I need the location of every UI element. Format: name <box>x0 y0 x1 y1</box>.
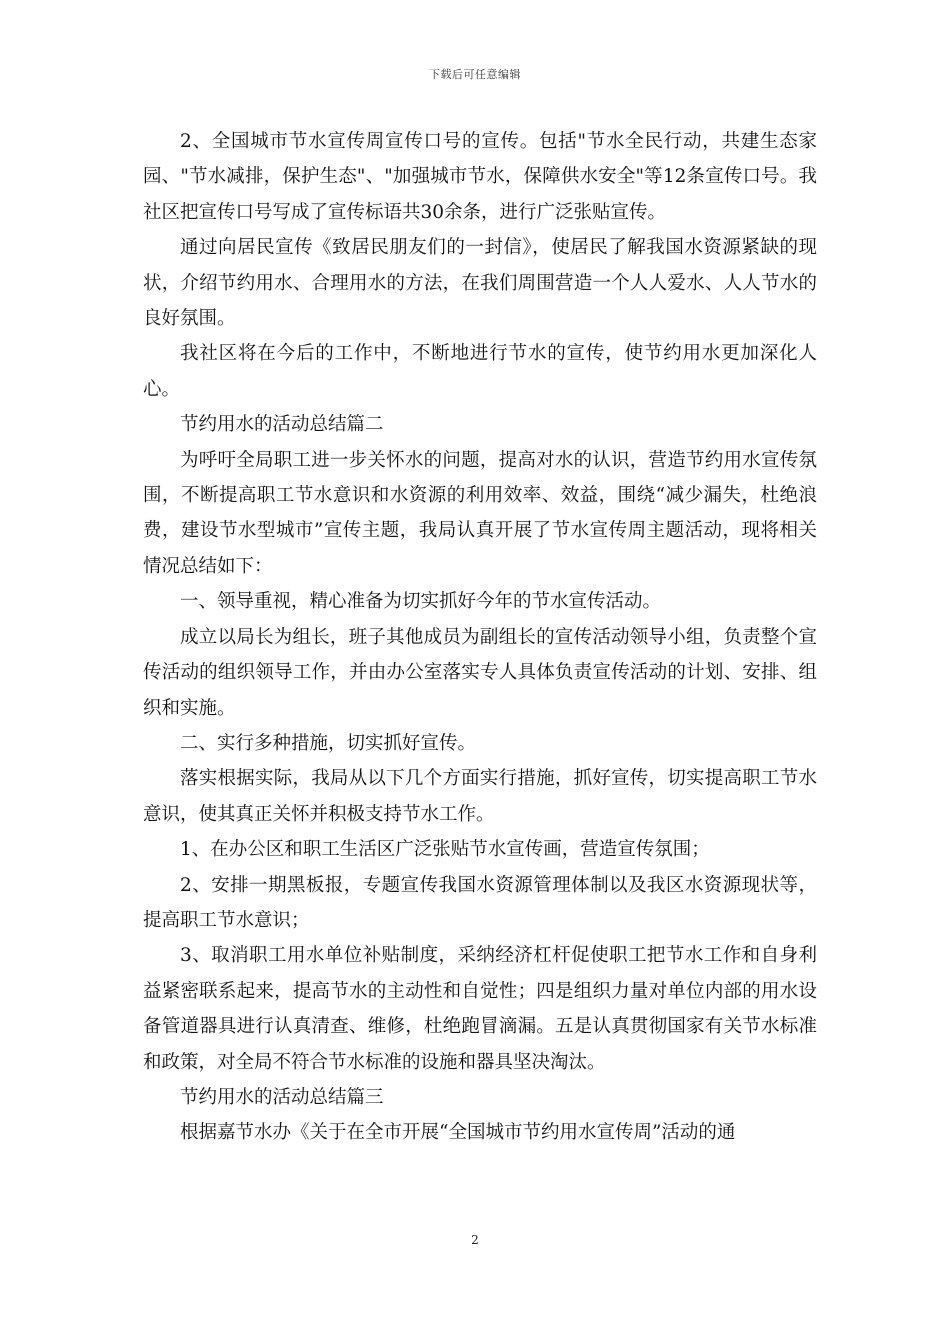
header-note: 下载后可任意编辑 <box>429 68 521 81</box>
paragraph: 为呼吁全局职工进一步关怀水的问题，提高对水的认识，营造节约用水宣传氛围，不断提高职工节水意识和水资源的利用效率、效益，围绕“减少漏失，杜绝浪费，建设节水型城市”宣传主题，我局认真开展了节水宣传周主题活动，现将相关情况总结如下： <box>143 449 817 577</box>
paragraph: 1、在办公区和职工生活区广泛张贴节水宣传画，营造宣传氛围； <box>180 839 710 861</box>
paragraph: 2、全国城市节水宣传周宣传口号的宣传。包括"节水全民行动，共建生态家园、"节水减排，保护生态"、"加强城市节水，保障供水安全"等12条宣传口号。我社区把宣传口号写成了宣传标语共30余条，进行广泛张贴宣传。 <box>143 131 817 223</box>
page-number: 2 <box>471 1233 479 1247</box>
section-heading: 节约用水的活动总结篇二 <box>180 414 384 436</box>
paragraph: 成立以局长为组长，班子其他成员为副组长的宣传活动领导小组，负责整个宣传活动的组织领导工作，并由办公室落实专人具体负责宣传活动的计划、安排、组织和实施。 <box>143 626 817 719</box>
paragraph: 通过向居民宣传《致居民朋友们的一封信》，使居民了解我国水资源紧缺的现状，介绍节约用水、合理用水的方法，在我们周围营造一个人人爱水、人人节水的良好氛围。 <box>143 237 817 330</box>
paragraph: 3、取消职工用水单位补贴制度，采纳经济杠杆促使职工把节水工作和自身利益紧密联系起来，提高节水的主动性和自觉性；四是组织力量对单位内部的用水设备管道器具进行认真清查、维修，杜绝跑冒滴漏。五是认真贯彻国家有关节水标准和政策，对全局不符合节水标准的设施和器具坚决淘汰。 <box>143 945 817 1073</box>
section-heading: 节约用水的活动总结篇三 <box>180 1086 384 1108</box>
paragraph: 落实根据实际，我局从以下几个方面实行措施，抓好宣传，切实提高职工节水意识，使其真正关怀并积极支持节水工作。 <box>143 768 817 825</box>
paragraph: 我社区将在今后的工作中，不断地进行节水的宣传，使节约用水更加深化人心。 <box>143 343 817 400</box>
paragraph: 二、实行多种措施，切实抓好宣传。 <box>180 732 477 754</box>
paragraph: 一、领导重视，精心准备为切实抓好今年的节水宣传活动。 <box>180 591 662 613</box>
body-text <box>143 124 817 1151</box>
paragraph: 2、安排一期黑板报，专题宣传我国水资源管理体制以及我区水资源现状等，提高职工节水意识； <box>143 874 817 931</box>
paragraph: 根据嘉节水办《关于在全市开展“全国城市节约用水宣传周”活动的通 <box>180 1122 736 1144</box>
